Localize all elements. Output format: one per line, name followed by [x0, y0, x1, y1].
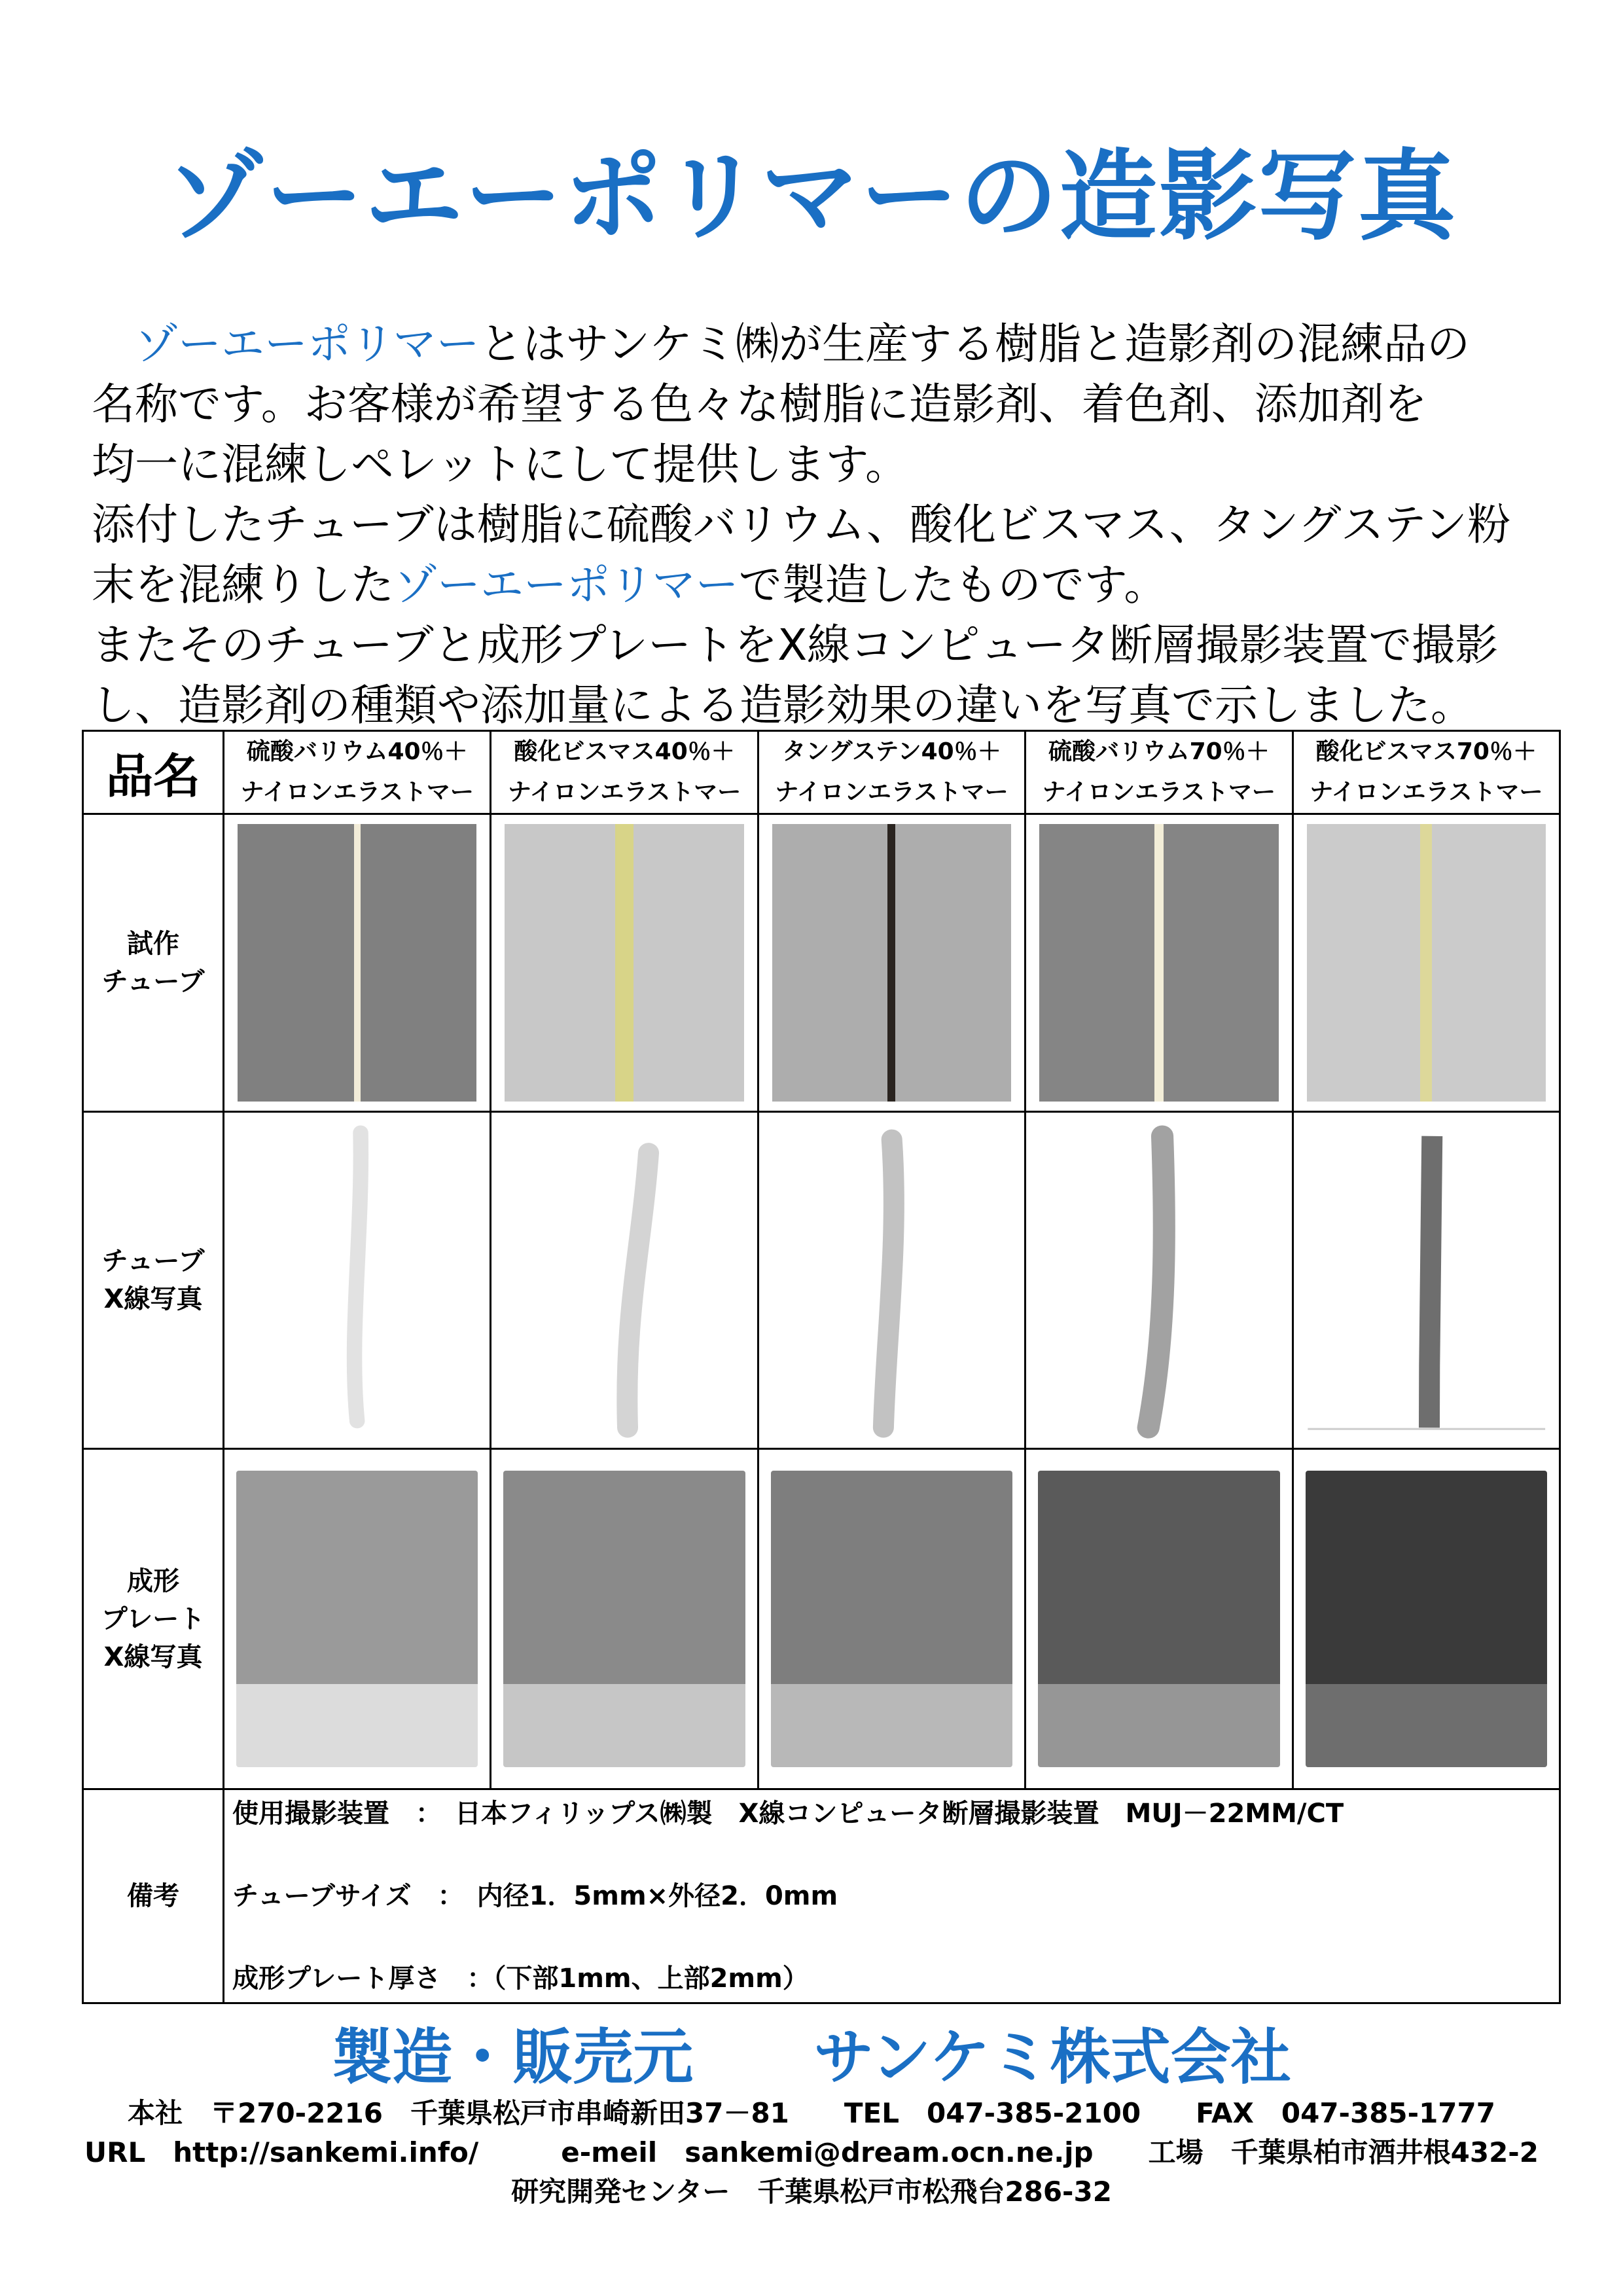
tube-xray-image [1294, 1113, 1559, 1448]
tube-photo [1307, 824, 1546, 1102]
tube-photo [505, 824, 743, 1102]
tube-line [1420, 824, 1432, 1102]
plate-xray-image [236, 1471, 478, 1767]
comparison-table [82, 730, 1561, 2004]
row-label-xray: チューブ X線写真 [83, 1112, 224, 1449]
tube-photo [772, 824, 1011, 1102]
tube-line [887, 824, 895, 1102]
tube-line [615, 824, 633, 1102]
row-label-plate: 成形 プレート X線写真 [83, 1449, 224, 1789]
tube-xray-image [224, 1113, 490, 1448]
plate-xray-row [83, 1449, 1560, 1789]
column-head: 酸化ビスマス40％＋ ナイロンエラストマー [491, 731, 758, 814]
intro-text [92, 314, 1558, 736]
maker-heading: 製造・販売元 サンケミ株式会社 [332, 2022, 1291, 2092]
notes-row [83, 1789, 1560, 2003]
intro-line-6: またそのチューブと成形プレートをX線コンピュータ断層撮影装置で撮影 [92, 620, 1499, 670]
product-name-highlight: ゾーエーポリマー [135, 319, 480, 369]
intro-line-4: 添付したチューブは樹脂に硫酸バリウム、酸化ビスマス、タングステン粉 [92, 499, 1511, 550]
tube-xray-image [759, 1113, 1024, 1448]
plate-xray-image [503, 1471, 745, 1767]
tube-photo [238, 824, 476, 1102]
column-head: 硫酸バリウム70％＋ ナイロンエラストマー [1026, 731, 1293, 814]
product-name-highlight: ゾーエーポリマー [394, 560, 739, 610]
plate-xray-image [1306, 1471, 1547, 1767]
row-label-tube: 試作 チューブ [83, 814, 224, 1112]
tube-xray-image [491, 1113, 757, 1448]
plate-xray-image [1038, 1471, 1279, 1767]
tube-photo-row [83, 814, 1560, 1112]
intro-line-3: 均一に混練しペレットにして提供します。 [92, 439, 909, 490]
note-equipment: 使用撮影装置 ： 日本フィリップス㈱製 X線コンピュータ断層撮影装置 MUJ－22MM/CT [232, 1799, 1344, 1829]
tube-xray-row [83, 1112, 1560, 1449]
note-tube-size: チューブサイズ ： 内径1．5mm×外径2．0mm [232, 1881, 838, 1911]
address-line-2: URL http://sankemi.info/ e-meil sankemi@dream.ocn.ne.jp 工場 千葉県柏市酒井根432-2 [84, 2136, 1539, 2168]
page-title: ゾーエーポリマーの造影写真 [166, 140, 1457, 254]
intro-line-2: 名称です。お客様が希望する色々な樹脂に造影剤、着色剤、添加剤を [92, 379, 1427, 429]
column-head: タングステン40％＋ ナイロンエラストマー [758, 731, 1025, 814]
row-label-notes: 備考 [83, 1789, 224, 2003]
intro-line-7: し、造影剤の種類や添加量による造影効果の違いを写真で示しました。 [92, 680, 1474, 730]
address-line-1: 本社 〒270-2216 千葉県松戸市串崎新田37－81 TEL 047-385-2100 FAX 047-385-1777 [128, 2097, 1495, 2129]
header-label: 品名 [83, 731, 224, 814]
column-head: 硫酸バリウム40％＋ ナイロンエラストマー [224, 731, 491, 814]
address-line-3: 研究開発センター 千葉県松戸市松飛台286-32 [511, 2176, 1112, 2208]
tube-photo [1039, 824, 1278, 1102]
header-row [83, 731, 1560, 814]
tube-line [1154, 824, 1164, 1102]
tube-xray-image [1026, 1113, 1291, 1448]
note-plate-thickness: 成形プレート厚さ ：（下部1mm、上部2mm） [232, 1964, 809, 1994]
notes-cell [224, 1789, 1560, 2003]
plate-xray-image [771, 1471, 1012, 1767]
intro-line-1: ゾーエーポリマーとはサンケミ㈱が生産する樹脂と造影剤の混練品の [135, 319, 1471, 369]
tube-line [354, 824, 361, 1102]
column-head: 酸化ビスマス70％＋ ナイロンエラストマー [1293, 731, 1560, 814]
intro-line-5: 末を混練りしたゾーエーポリマーで製造したものです。 [92, 560, 1168, 610]
